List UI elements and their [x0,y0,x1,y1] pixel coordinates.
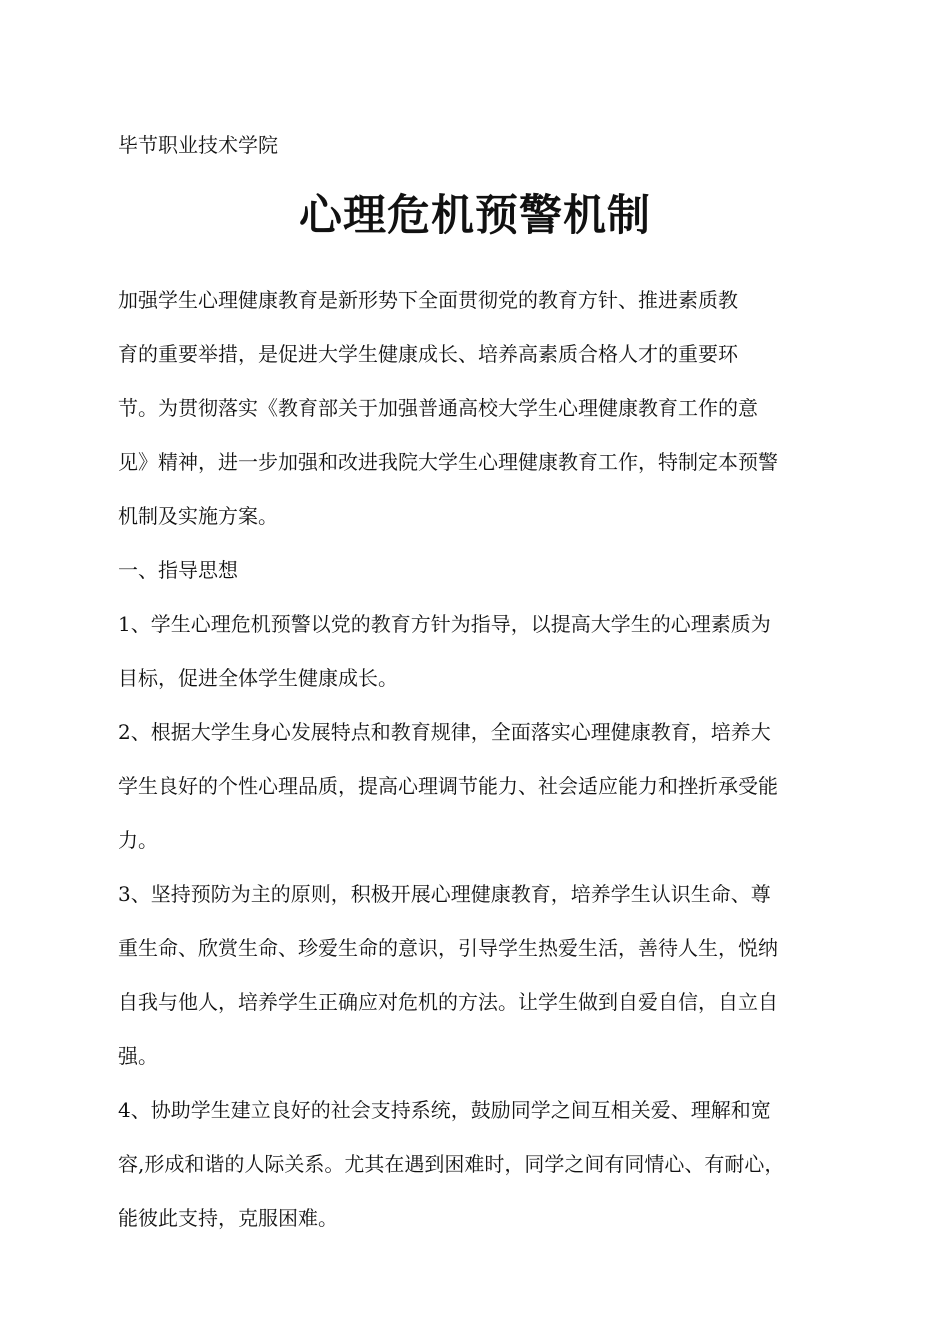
section-heading: 一、指导思想 [118,558,238,582]
document-body [118,280,834,1252]
body-line: 见》精神，进一步加强和改进我院大学生心理健康教育工作，特制定本预警 [118,450,778,474]
body-line: 容,形成和谐的人际关系。尤其在遇到困难时，同学之间有同情心、有耐心， [118,1152,785,1176]
body-line: 自我与他人，培养学生正确应对危机的方法。让学生做到自爱自信，自立自 [118,990,778,1014]
body-line: 强。 [118,1044,158,1068]
body-line: 育的重要举措，是促进大学生健康成长、培养高素质合格人才的重要环 [118,342,738,366]
body-line: 1、学生心理危机预警以党的教育方针为指导，以提高大学生的心理素质为 [118,612,771,636]
body-line: 加强学生心理健康教育是新形势下全面贯彻党的教育方针、推进素质教 [118,288,738,312]
body-line: 2、根据大学生身心发展特点和教育规律，全面落实心理健康教育，培养大 [118,720,771,744]
organization-name: 毕节职业技术学院 [118,133,278,157]
body-line: 节。为贯彻落实《教育部关于加强普通高校大学生心理健康教育工作的意 [118,396,758,420]
body-line: 能彼此支持，克服困难。 [118,1206,338,1230]
body-line: 4、协助学生建立良好的社会支持系统，鼓励同学之间互相关爱、理解和宽 [118,1098,771,1122]
body-line: 机制及实施方案。 [118,504,278,528]
body-line: 目标，促进全体学生健康成长。 [118,666,398,690]
body-line: 重生命、欣赏生命、珍爱生命的意识，引导学生热爱生活，善待人生，悦纳 [118,936,778,960]
document-title: 心理危机预警机制 [299,191,651,241]
body-line: 学生良好的个性心理品质，提高心理调节能力、社会适应能力和挫折承受能 [118,774,778,798]
body-line: 3、坚持预防为主的原则，积极开展心理健康教育，培养学生认识生命、尊 [118,882,771,906]
body-line: 力。 [118,828,158,852]
